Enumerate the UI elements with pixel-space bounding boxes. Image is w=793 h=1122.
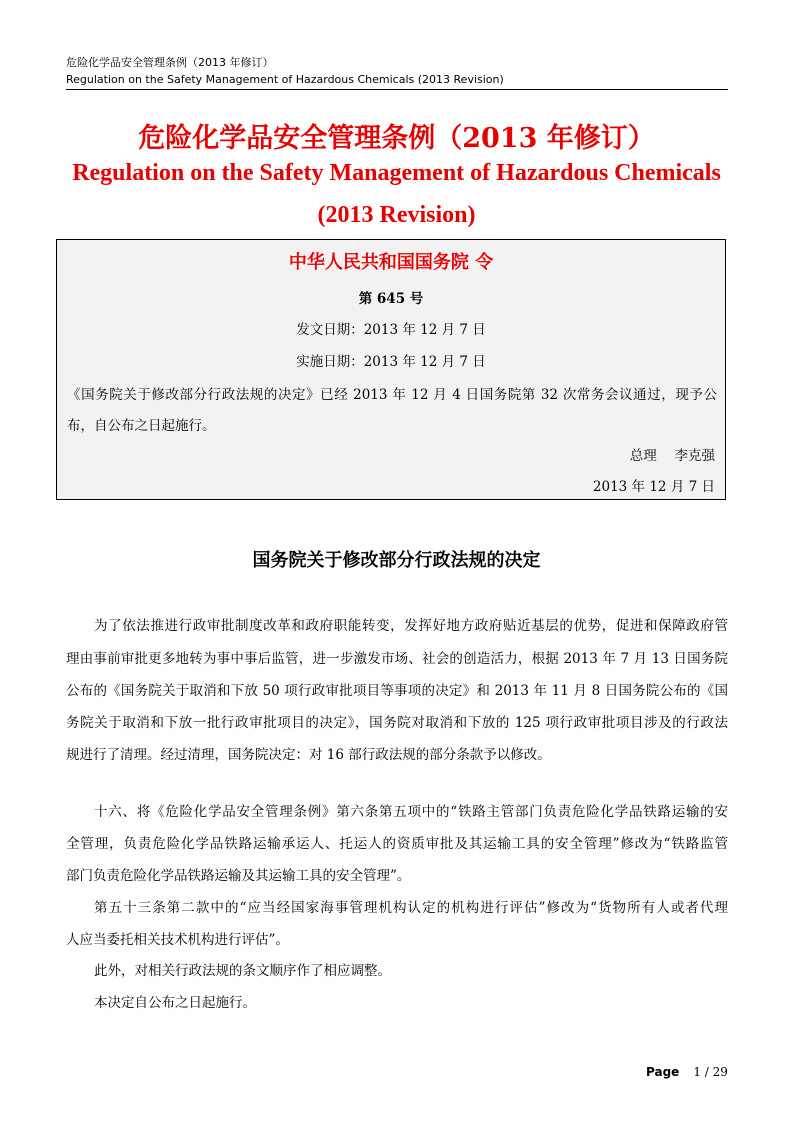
decree-box <box>56 239 726 500</box>
paragraph-adjustment: 此外，对相关行政法规的条文顺序作了相应调整。 <box>94 963 391 979</box>
paragraph-line: 人应当委托相关技术机构进行评估”。 <box>66 932 289 948</box>
paragraph-line: 为了依法推进行政审批制度改革和政府职能转变，发挥好地方政府贴近基层的优势，促进和保障政府管 <box>94 618 728 634</box>
paragraph-line: 十六、将《危险化学品安全管理条例》第六条第五项中的“铁路主管部门负责危险化学品铁路运输的安 <box>94 804 728 820</box>
paragraph-line: 部门负责危险化学品铁路运输及其运输工具的安全管理”。 <box>66 868 411 884</box>
page-label: Page <box>646 1065 680 1079</box>
running-header-title-zh: 危险化学品安全管理条例（2013 年修订） <box>66 56 274 69</box>
page-number: 1 / 29 <box>693 1065 728 1079</box>
header-rule <box>66 89 728 90</box>
decree-issue-date: 发文日期：2013 年 12 月 7 日 <box>296 322 486 338</box>
page-footer <box>646 1065 728 1079</box>
paragraph-line: 理由事前审批更多地转为事中事后监管，进一步激发市场、社会的创造活力，根据 2013 年 7 月 13 日国务院 <box>66 651 728 667</box>
paragraph-line: 务院关于取消和下放一批行政审批项目的决定》，国务院对取消和下放的 125 项行政审批项目涉及的行政法 <box>66 715 728 731</box>
decree-number: 第 645 号 <box>358 291 424 307</box>
decree-effective-date: 实施日期：2013 年 12 月 7 日 <box>296 354 486 370</box>
paragraph-line: 公布的《国务院关于取消和下放 50 项行政审批项目等事项的决定》和 2013 年 11 月 8 日国务院公布的《国 <box>66 683 728 699</box>
running-header <box>66 54 728 90</box>
decree-heading: 中华人民共和国国务院 令 <box>288 252 494 273</box>
running-header-title-en: Regulation on the Safety Management of Hazardous Chemicals (2013 Revision) <box>66 73 504 86</box>
paragraph-line: 全管理，负责危险化学品铁路运输承运人、托运人的资质审批及其运输工具的安全管理”修改为“铁路监管 <box>66 836 728 852</box>
decree-sign-date: 2013 年 12 月 7 日 <box>592 479 715 495</box>
paragraph-line: 规进行了清理。经过清理，国务院决定：对 16 部行政法规的部分条款予以修改。 <box>66 747 551 763</box>
decree-text-line: 《国务院关于修改部分行政法规的决定》已经 2013 年 12 月 4 日国务院第 32 次常务会议通过，现予公 <box>67 387 717 403</box>
paragraph-line: 第五十三条第二款中的“应当经国家海事管理机构认定的机构进行评估”修改为“货物所有人或者代理 <box>94 900 728 916</box>
decree-signatory: 总理 李克强 <box>629 448 715 464</box>
section-title: 国务院关于修改部分行政法规的决定 <box>252 550 541 571</box>
document-title-zh: 危险化学品安全管理条例（2013 年修订） <box>138 123 655 154</box>
document-title-en-line1: Regulation on the Safety Management of Hazardous Chemicals <box>72 160 721 186</box>
decree-text-line: 布，自公布之日起施行。 <box>67 418 216 434</box>
document-title-en-line2: (2013 Revision) <box>317 202 476 228</box>
paragraph-effective: 本决定自公布之日起施行。 <box>94 995 256 1011</box>
